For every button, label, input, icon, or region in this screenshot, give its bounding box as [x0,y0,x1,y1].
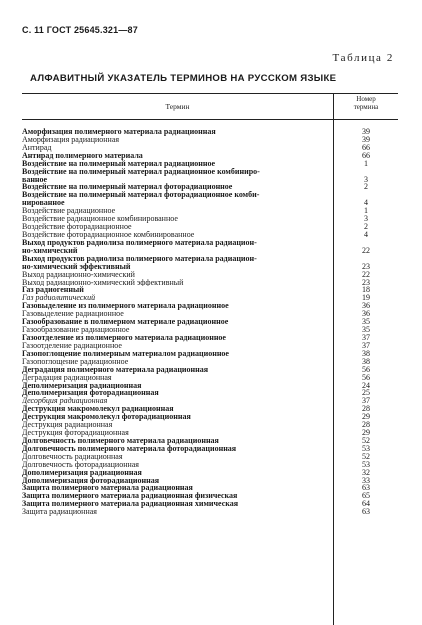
term-number: 52 [362,435,370,445]
term-text: Деполимеризация фоторадиационная [22,389,159,398]
table-row [22,136,398,144]
term-text: Газ радиогенный [22,286,84,295]
term-number: 32 [362,467,370,477]
term-text: Газоотделение радиационное [22,341,122,350]
table-row [22,477,398,485]
term-number: 3 [364,174,368,184]
table-row [22,191,398,199]
table-row [22,397,398,405]
term-text: Выход радиационно-химический эффективный [22,278,184,287]
term-text: Воздействие радиационное комбинированное [22,215,178,224]
table-row [22,484,398,492]
term-text: Защита полимерного материала радиационная [22,484,193,493]
term-text: Защита полимерного материала радиационная химическая [22,500,239,509]
term-number: 56 [362,372,370,382]
term-number: 1 [364,158,368,168]
table-row [22,279,398,287]
term-text: Долговечность фоторадиационная [22,460,139,469]
term-number: 56 [362,364,370,374]
table-row [22,247,398,255]
term-text: ванное [22,175,48,184]
term-number: 37 [362,340,370,350]
term-number: 28 [362,420,370,430]
table-row [22,469,398,477]
term-number: 38 [362,356,370,366]
term-number: 2 [364,222,368,232]
term-number: 29 [362,412,370,422]
table-row [22,152,398,160]
term-text: Воздействие на полимерный материал фоторадиационное комби- [22,191,260,200]
term-number: 36 [362,309,370,319]
term-number: 4 [364,229,368,239]
table-row [22,215,398,223]
term-number: 53 [362,443,370,453]
term-text: но-химический [22,246,78,255]
term-text: Газовыделение радиационное [22,310,124,319]
term-text: Дополимеризация фоторадиационная [22,476,160,485]
term-number: 39 [362,134,370,144]
table-row [22,445,398,453]
table-row [22,508,398,516]
term-text: нированное [22,199,65,208]
term-text: Аморфизация радиационная [22,135,120,144]
term-text: Воздействие радиационное [22,207,116,216]
table-row [22,366,398,374]
term-text: Долговечность полимерного материала фоторадиационная [22,444,237,453]
term-text: Дополимеризация радиационная [22,468,142,477]
table-row [22,286,398,294]
table-row [22,255,398,263]
term-number: 35 [362,317,370,327]
table-row [22,374,398,382]
document-title: АЛФАВИТНЫЙ УКАЗАТЕЛЬ ТЕРМИНОВ НА РУССКОМ ЯЗЫКЕ [30,73,337,84]
table-row [22,492,398,500]
table-header-rule [22,119,398,120]
term-text: Деструкция фоторадиационная [22,429,129,437]
table-row [22,176,398,184]
table-row [22,183,398,191]
term-text: Выход радиационно-химический [22,270,135,279]
table-label: Таблица 2 [332,52,394,64]
table-row [22,382,398,390]
term-text: Воздействие фоторадиационное [22,223,132,231]
term-text: Защита радиационная [22,508,97,517]
term-text: Воздействие на полимерный материал фоторадиационное [22,183,233,192]
term-text: Газопоглощение радиационное [22,357,129,366]
table-row [22,310,398,318]
term-number: 22 [362,269,370,279]
term-text: Газообразование в полимерном материале радиационное [22,318,229,327]
table-row [22,168,398,176]
table-row [22,223,398,231]
term-number: 23 [362,277,370,287]
term-text: Деструкция радиационная [22,421,113,430]
table-row [22,500,398,508]
term-number: 52 [362,451,370,461]
table-row [22,429,398,437]
term-number: 35 [362,325,370,335]
term-number: 24 [362,380,370,390]
table-row [22,128,398,136]
table-row [22,437,398,445]
term-number: 66 [362,142,370,152]
term-number: 33 [362,475,370,485]
term-text: Долговечность радиационная [22,452,123,461]
term-text: Деструкция макромолекул фоторадиационная [22,413,191,422]
table-row [22,263,398,271]
term-number: 63 [362,483,370,493]
term-number: 25 [362,388,370,398]
page-header: С. 11 ГОСТ 25645.321—87 [22,25,138,35]
table-row [22,405,398,413]
table-row [22,421,398,429]
table-row [22,350,398,358]
term-number: 63 [362,507,370,517]
term-text: Газ радиолитический [22,294,96,303]
table-row [22,302,398,310]
term-number: 29 [362,428,370,438]
term-text: Аморфизация полимерного материала радиационная [22,128,216,136]
table-row [22,334,398,342]
term-number: 64 [362,499,370,509]
table-row [22,160,398,168]
term-text: Антирад полимерного материала [22,151,143,160]
term-text: Десорбция радиационная [22,397,108,406]
term-number: 53 [362,459,370,469]
term-index-list [22,128,400,516]
term-number: 18 [362,285,370,295]
table-row [22,326,398,334]
term-number: 19 [362,293,370,303]
table-row [22,342,398,350]
term-text: Деполимеризация радиационная [22,381,142,390]
term-text: Деградация полимерного материала радиационная [22,365,209,374]
term-number: 23 [362,261,370,271]
table-top-rule [22,93,398,94]
term-number: 66 [362,150,370,160]
table-row [22,294,398,302]
column-header-term: Термин [165,102,190,111]
term-number: 38 [362,348,370,358]
table-row [22,231,398,239]
table-row [22,461,398,469]
term-text: Воздействие на полимерный материал радиационное [22,159,216,168]
term-text: Выход продуктов радиолиза полимерного материала радиацион- [22,254,257,263]
table-row [22,453,398,461]
term-text: Долговечность полимерного материала радиационная [22,436,219,445]
term-number: 65 [362,491,370,501]
table-row [22,271,398,279]
table-row [22,199,398,207]
term-number: 37 [362,332,370,342]
term-number: 39 [362,127,370,136]
column-header-number [334,95,398,111]
term-number: 37 [362,396,370,406]
column-header-number-line2: термина [353,103,379,111]
term-text: Деградация радиационная [22,373,112,382]
table-row [22,358,398,366]
term-text: Воздействие фоторадиационное комбинированное [22,230,195,239]
term-text: Газоотделение из полимерного материала радиационное [22,333,226,342]
table-row [22,144,398,152]
term-number: 4 [364,198,368,208]
table-row [22,207,398,215]
table-row [22,413,398,421]
term-text: Защита полимерного материала радиационная физическая [22,492,238,501]
term-number: 1 [364,206,368,216]
term-number: 22 [362,245,370,255]
table-row [22,239,398,247]
term-text: но-химический эффективный [22,262,131,271]
column-header-number-line1: Номер [356,95,376,103]
term-text: Газообразование радиационное [22,326,130,334]
term-number: 2 [364,182,368,192]
table-row [22,389,398,397]
term-number: 36 [362,301,370,311]
term-text: Газовыделение из полимерного материала радиационное [22,302,229,311]
term-text: Выход продуктов радиолиза полимерного материала радиацион- [22,238,257,247]
term-text: Газопоглощение полимерным материалом радиационное [22,349,229,358]
term-text: Деструкция макромолекул радиационная [22,405,174,414]
term-text: Антирад [22,143,52,152]
term-number: 3 [364,214,368,224]
table-row [22,318,398,326]
term-number: 28 [362,404,370,414]
term-text: Воздействие на полимерный материал радиационное комбиниро- [22,167,260,176]
